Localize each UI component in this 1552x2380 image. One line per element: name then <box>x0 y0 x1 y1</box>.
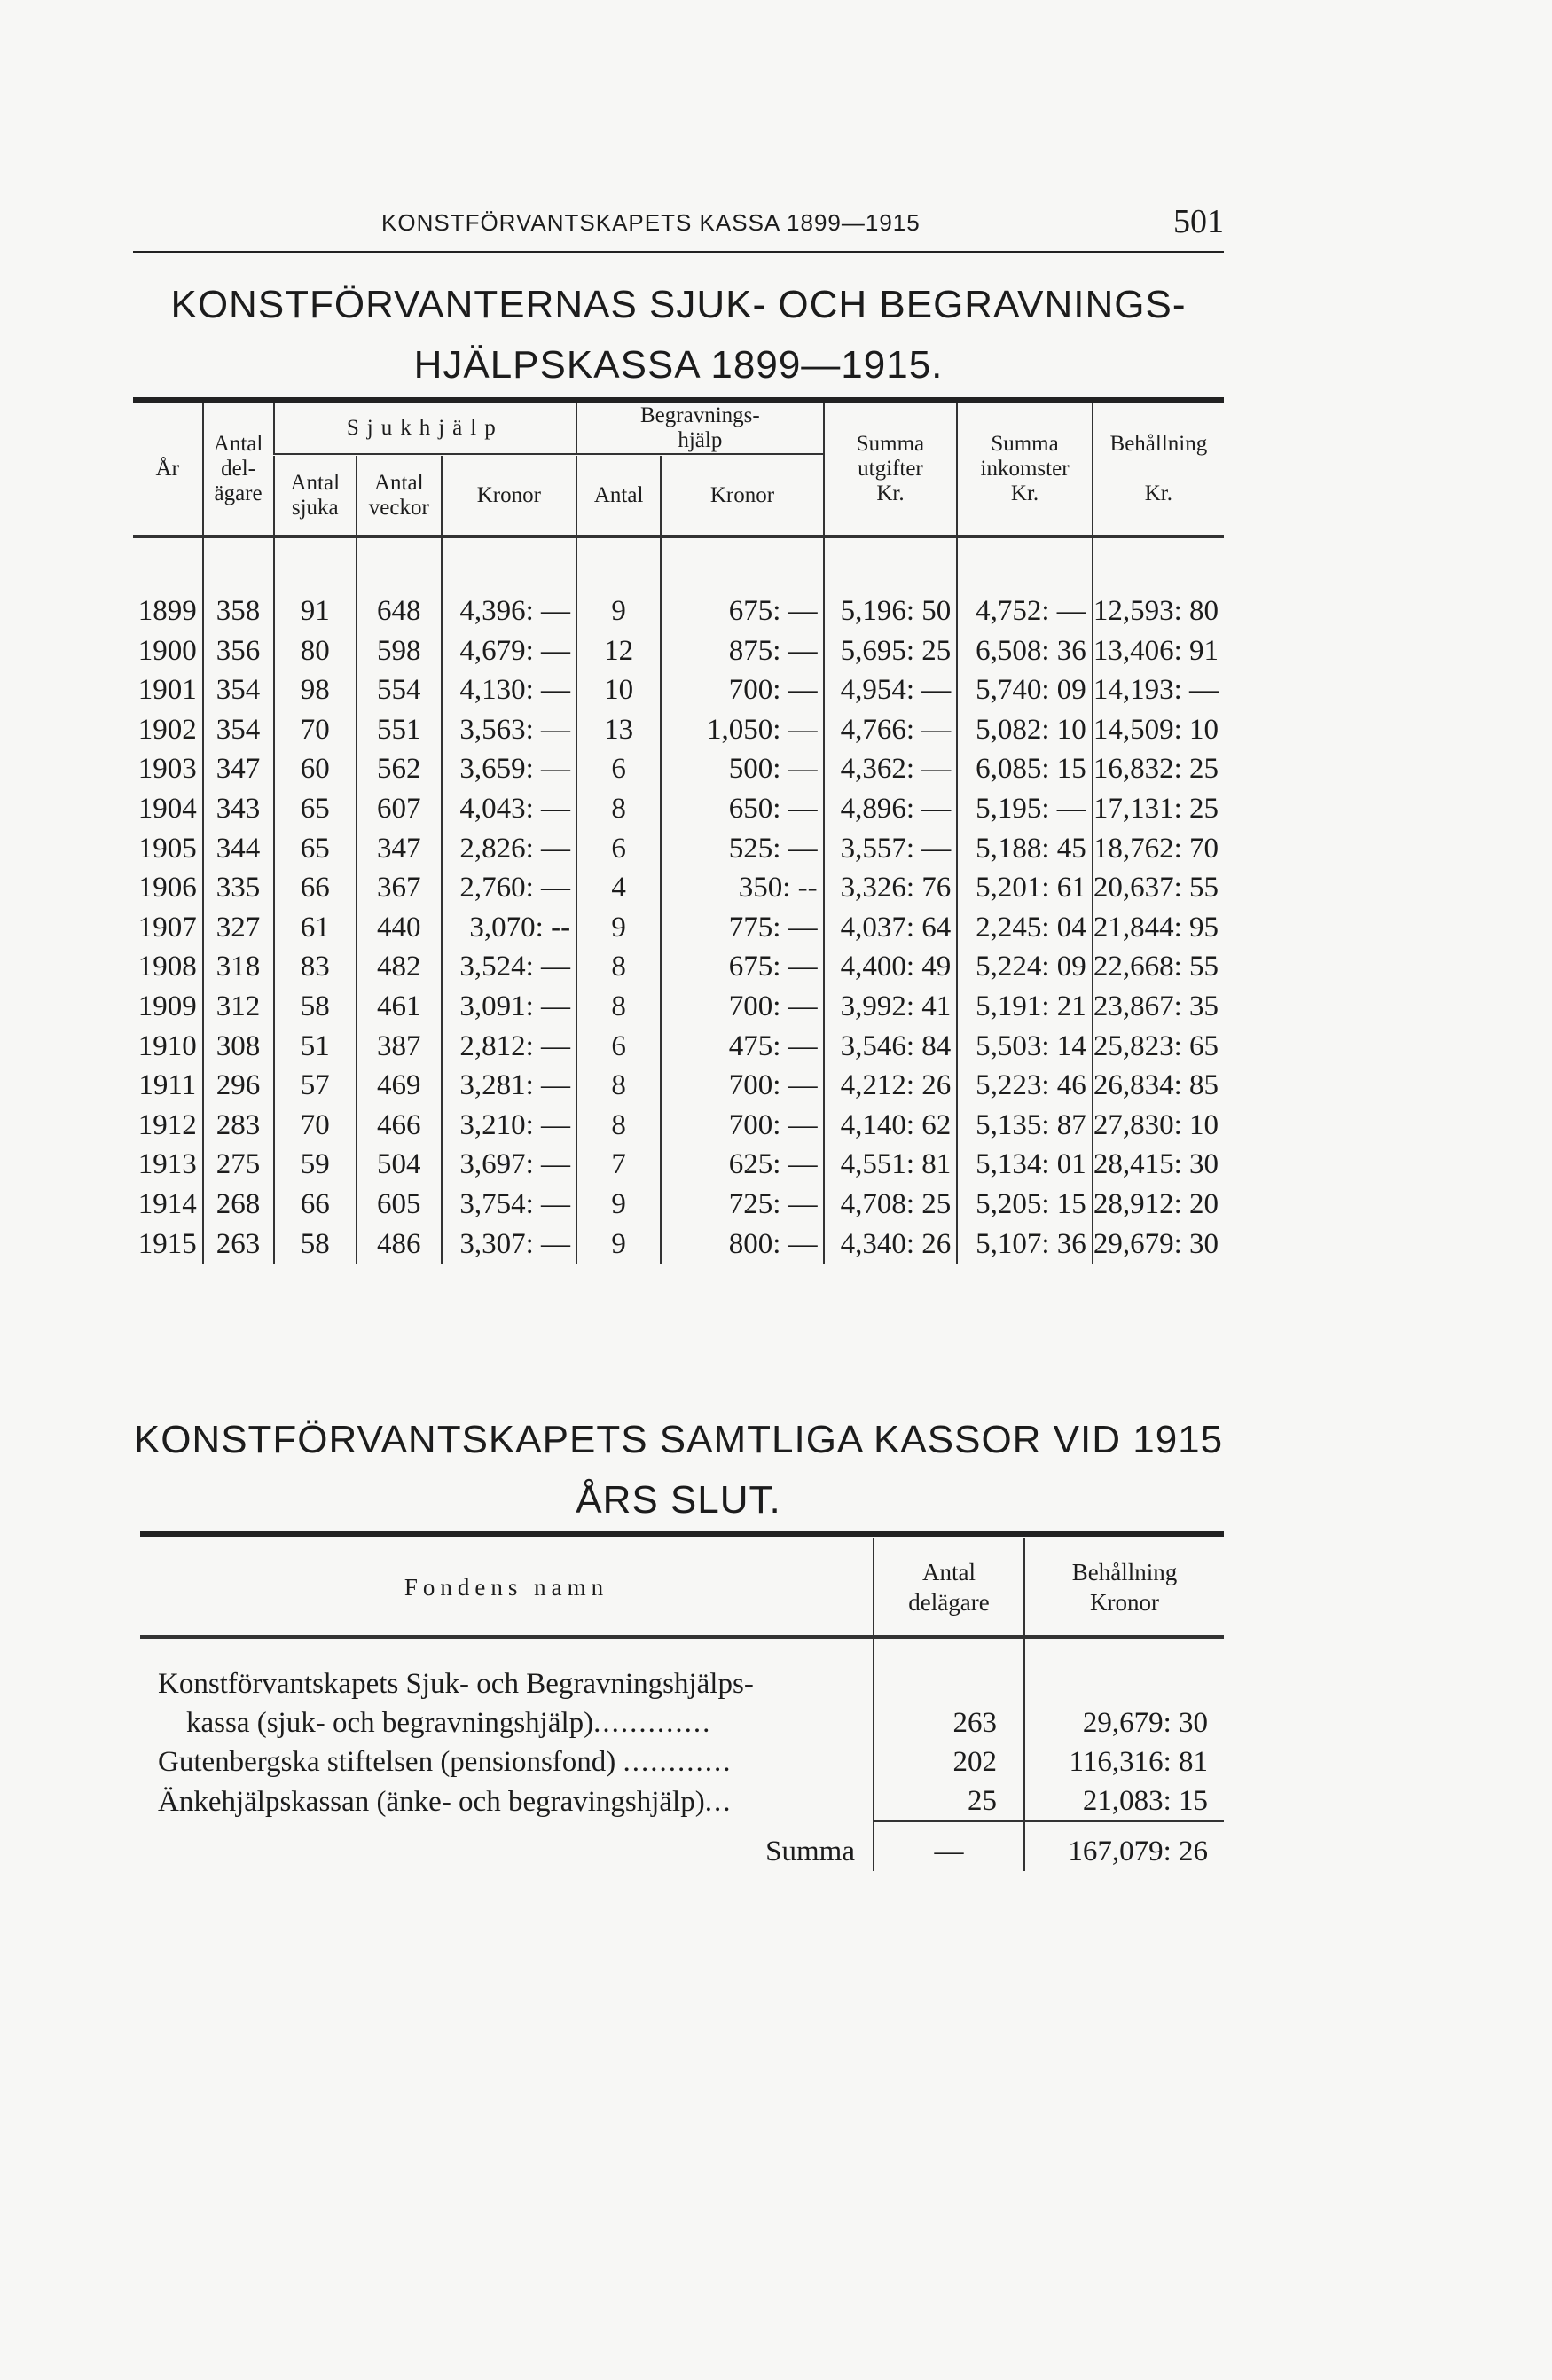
cell-antal-sjuka: 70 <box>274 1106 357 1146</box>
cell-behallning: 14,193: — <box>1093 670 1224 710</box>
cell-begr-antal: 8 <box>576 789 661 829</box>
cell-sjuk-kronor: 3,697: — <box>442 1145 576 1185</box>
table-row <box>133 1225 1224 1264</box>
header-sjukhjalp: Sjukhjälp <box>274 403 576 454</box>
cell-summa-utgifter: 4,340: 26 <box>824 1225 958 1264</box>
cell-delagare: 335 <box>203 868 274 908</box>
header-sjuk-kronor: Kronor <box>442 456 576 536</box>
cell-behallning: 14,509: 10 <box>1093 710 1224 750</box>
fund-name: Änkehjälpskassan (änke- och begravingshjälp)... <box>158 1786 733 1818</box>
cell-summa-utgifter: 4,766: — <box>824 710 958 750</box>
cell-antal-veckor: 554 <box>357 670 442 710</box>
cell-behallning: 28,912: 20 <box>1093 1185 1224 1225</box>
cell-year: 1900 <box>137 634 197 667</box>
cell-begr-kronor: 525: — <box>661 829 823 869</box>
cell-begr-antal: 12 <box>576 631 661 671</box>
cell-antal-sjuka: 58 <box>274 987 357 1027</box>
cell-summa-utgifter: 4,551: 81 <box>824 1145 958 1185</box>
cell-sjuk-kronor: 4,043: — <box>442 789 576 829</box>
table-row <box>133 1066 1224 1106</box>
header-fondens-namn: Fondens namn <box>404 1573 609 1601</box>
cell-begr-kronor: 1,050: — <box>661 710 823 750</box>
cell-antal-veckor: 607 <box>357 789 442 829</box>
summa-antal: — <box>934 1836 964 1867</box>
header-begr-antal: Antal <box>576 456 661 536</box>
running-head-title: KONSTFÖRVANTSKAPETS KASSA 1899—1915 <box>381 209 921 236</box>
cell-summa-utgifter: 3,992: 41 <box>824 987 958 1027</box>
cell-summa-utgifter: 3,326: 76 <box>824 868 958 908</box>
cell-antal-sjuka: 58 <box>274 1225 357 1264</box>
table-row <box>133 868 1224 908</box>
cell-delagare: 356 <box>203 631 274 671</box>
cell-sjuk-kronor: 4,679: — <box>442 631 576 671</box>
cell-antal-sjuka: 65 <box>274 829 357 869</box>
cell-summa-inkomster: 5,195: — <box>957 789 1092 829</box>
cell-begr-antal: 6 <box>576 749 661 789</box>
table-row <box>133 987 1224 1027</box>
cell-behallning: 17,131: 25 <box>1093 789 1224 829</box>
head-rule <box>133 251 1224 253</box>
header-summa-inkomster: Summa inkomster Kr. <box>957 403 1092 536</box>
cell-antal-veckor: 440 <box>357 908 442 948</box>
cell-delagare: 312 <box>203 987 274 1027</box>
cell-year: 1912 <box>137 1108 197 1141</box>
cell-begr-antal: 6 <box>576 829 661 869</box>
cell-sjuk-kronor: 4,396: — <box>442 591 576 631</box>
cell-year: 1907 <box>137 911 197 943</box>
cell-delagare: 358 <box>203 591 274 631</box>
cell-antal-veckor: 551 <box>357 710 442 750</box>
cell-delagare: 343 <box>203 789 274 829</box>
header-behallning: Behållning Kr. <box>1093 403 1224 536</box>
header-summa-utgifter: Summa utgifter Kr. <box>824 403 958 536</box>
header-ar: År <box>155 457 179 481</box>
cell-begr-kronor: 800: — <box>661 1225 823 1264</box>
cell-antal-sjuka: 66 <box>274 1185 357 1225</box>
header-antal-veckor: Antal veckor <box>357 456 442 536</box>
cell-antal-veckor: 461 <box>357 987 442 1027</box>
fund-name: Gutenbergska stiftelsen (pensionsfond) ............ <box>158 1746 733 1778</box>
cell-antal-veckor: 482 <box>357 947 442 987</box>
summa-kronor: 167,079: 26 <box>1024 1821 1224 1871</box>
cell-behallning: 20,637: 55 <box>1093 868 1224 908</box>
cell-sjuk-kronor: 3,070: -- <box>442 908 576 948</box>
cell-year: 1913 <box>137 1148 197 1181</box>
cell-sjuk-kronor: 4,130: — <box>442 670 576 710</box>
cell-antal-sjuka: 65 <box>274 789 357 829</box>
cell-sjuk-kronor: 3,281: — <box>442 1066 576 1106</box>
running-head <box>133 202 1224 247</box>
fund-antal: 263 <box>874 1703 1024 1742</box>
cell-begr-kronor: 725: — <box>661 1185 823 1225</box>
cell-summa-utgifter: 3,546: 84 <box>824 1027 958 1067</box>
cell-begr-antal: 8 <box>576 947 661 987</box>
cell-begr-kronor: 675: — <box>661 947 823 987</box>
cell-behallning: 28,415: 30 <box>1093 1145 1224 1185</box>
sjuk-begravning-table <box>133 403 1224 1264</box>
cell-delagare: 283 <box>203 1106 274 1146</box>
header-antal-sjuka: Antal sjuka <box>274 456 357 536</box>
cell-delagare: 268 <box>203 1185 274 1225</box>
cell-begr-kronor: 700: — <box>661 987 823 1027</box>
cell-sjuk-kronor: 3,524: — <box>442 947 576 987</box>
cell-summa-inkomster: 6,085: 15 <box>957 749 1092 789</box>
cell-summa-inkomster: 5,503: 14 <box>957 1027 1092 1067</box>
cell-begr-kronor: 500: — <box>661 749 823 789</box>
cell-begr-kronor: 350: -- <box>661 868 823 908</box>
cell-year: 1908 <box>137 951 197 983</box>
section2-title <box>133 1410 1224 1531</box>
cell-year: 1909 <box>137 990 197 1022</box>
cell-behallning: 21,844: 95 <box>1093 908 1224 948</box>
cell-antal-sjuka: 83 <box>274 947 357 987</box>
cell-summa-inkomster: 5,205: 15 <box>957 1185 1092 1225</box>
cell-antal-veckor: 367 <box>357 868 442 908</box>
cell-antal-sjuka: 66 <box>274 868 357 908</box>
table1-top-rule <box>133 397 1224 403</box>
table1-body <box>133 537 1224 1264</box>
cell-summa-inkomster: 6,508: 36 <box>957 631 1092 671</box>
cell-summa-utgifter: 4,400: 49 <box>824 947 958 987</box>
header-behallning-kronor: Behållning Kronor <box>1024 1538 1224 1636</box>
fund-kronor: 116,316: 81 <box>1024 1742 1224 1781</box>
cell-begr-antal: 8 <box>576 1066 661 1106</box>
cell-summa-inkomster: 5,201: 61 <box>957 868 1092 908</box>
cell-sjuk-kronor: 3,754: — <box>442 1185 576 1225</box>
cell-year: 1899 <box>137 595 197 627</box>
table-row <box>133 591 1224 631</box>
cell-summa-utgifter: 4,362: — <box>824 749 958 789</box>
header-antal-delagare: Antal del- ägare <box>203 403 274 536</box>
table-row <box>133 1145 1224 1185</box>
table-row <box>133 1027 1224 1067</box>
cell-begr-kronor: 775: — <box>661 908 823 948</box>
cell-behallning: 23,867: 35 <box>1093 987 1224 1027</box>
cell-antal-sjuka: 70 <box>274 710 357 750</box>
header-begravningshjalp: Begravnings- hjälp <box>576 403 824 454</box>
cell-summa-inkomster: 5,191: 21 <box>957 987 1092 1027</box>
fund-antal: 202 <box>874 1742 1024 1781</box>
cell-summa-inkomster: 5,082: 10 <box>957 710 1092 750</box>
cell-year: 1911 <box>138 1069 197 1102</box>
cell-delagare: 354 <box>203 710 274 750</box>
cell-year: 1906 <box>137 872 197 904</box>
section1-title-line1: KONSTFÖRVANTERNAS SJUK- OCH BEGRAVNINGS- <box>170 283 1187 326</box>
cell-begr-antal: 9 <box>576 908 661 948</box>
cell-behallning: 27,830: 10 <box>1093 1106 1224 1146</box>
cell-summa-utgifter: 4,896: — <box>824 789 958 829</box>
cell-antal-veckor: 598 <box>357 631 442 671</box>
cell-summa-inkomster: 5,223: 46 <box>957 1066 1092 1106</box>
cell-behallning: 16,832: 25 <box>1093 749 1224 789</box>
cell-summa-utgifter: 4,954: — <box>824 670 958 710</box>
cell-behallning: 13,406: 91 <box>1093 631 1224 671</box>
summa-label: Summa <box>140 1821 874 1871</box>
cell-summa-utgifter: 4,212: 26 <box>824 1066 958 1106</box>
cell-summa-utgifter: 4,708: 25 <box>824 1185 958 1225</box>
cell-behallning: 12,593: 80 <box>1093 591 1224 631</box>
cell-behallning: 18,762: 70 <box>1093 829 1224 869</box>
table-row <box>133 710 1224 750</box>
table-row <box>133 1106 1224 1146</box>
cell-antal-veckor: 387 <box>357 1027 442 1067</box>
cell-summa-inkomster: 2,245: 04 <box>957 908 1092 948</box>
table-row <box>133 749 1224 789</box>
cell-year: 1910 <box>137 1030 197 1062</box>
cell-year: 1901 <box>137 674 197 707</box>
cell-sjuk-kronor: 3,563: — <box>442 710 576 750</box>
table-row <box>133 670 1224 710</box>
table-row <box>140 1664 1224 1703</box>
fund-kronor: 21,083: 15 <box>1024 1781 1224 1821</box>
cell-year: 1902 <box>137 713 197 746</box>
cell-summa-inkomster: 5,224: 09 <box>957 947 1092 987</box>
table-row <box>140 1742 1224 1781</box>
section2-title-line2: ÅRS SLUT. <box>576 1478 781 1522</box>
cell-summa-utgifter: 4,037: 64 <box>824 908 958 948</box>
header-begr-kronor: Kronor <box>661 456 823 536</box>
cell-begr-antal: 4 <box>576 868 661 908</box>
cell-delagare: 347 <box>203 749 274 789</box>
cell-sjuk-kronor: 3,307: — <box>442 1225 576 1264</box>
cell-year: 1915 <box>137 1227 197 1260</box>
cell-begr-antal: 8 <box>576 987 661 1027</box>
cell-begr-antal: 9 <box>576 591 661 631</box>
fund-antal: 25 <box>874 1781 1024 1821</box>
table-row <box>140 1781 1224 1821</box>
cell-summa-utgifter: 4,140: 62 <box>824 1106 958 1146</box>
cell-summa-utgifter: 5,196: 50 <box>824 591 958 631</box>
cell-begr-kronor: 700: — <box>661 670 823 710</box>
table-row <box>140 1703 1224 1742</box>
cell-summa-inkomster: 5,740: 09 <box>957 670 1092 710</box>
cell-begr-antal: 9 <box>576 1225 661 1264</box>
cell-antal-sjuka: 61 <box>274 908 357 948</box>
cell-begr-antal: 10 <box>576 670 661 710</box>
cell-antal-veckor: 486 <box>357 1225 442 1264</box>
cell-sjuk-kronor: 2,812: — <box>442 1027 576 1067</box>
cell-antal-veckor: 605 <box>357 1185 442 1225</box>
cell-summa-utgifter: 5,695: 25 <box>824 631 958 671</box>
cell-behallning: 25,823: 65 <box>1093 1027 1224 1067</box>
fund-name: kassa (sjuk- och begravningshjälp)............. <box>186 1707 712 1739</box>
cell-begr-kronor: 475: — <box>661 1027 823 1067</box>
cell-delagare: 327 <box>203 908 274 948</box>
cell-behallning: 22,668: 55 <box>1093 947 1224 987</box>
fund-name-line1: Konstförvantskapets Sjuk- och Begravningshjälps- <box>158 1668 754 1700</box>
cell-antal-veckor: 648 <box>357 591 442 631</box>
section2-title-line1: KONSTFÖRVANTSKAPETS SAMTLIGA KASSOR VID 1915 <box>133 1418 1224 1461</box>
cell-antal-sjuka: 91 <box>274 591 357 631</box>
cell-year: 1905 <box>137 832 197 865</box>
cell-begr-kronor: 875: — <box>661 631 823 671</box>
cell-begr-kronor: 700: — <box>661 1106 823 1146</box>
cell-year: 1914 <box>137 1187 197 1220</box>
cell-antal-sjuka: 59 <box>274 1145 357 1185</box>
summa-row <box>140 1821 1224 1871</box>
cell-sjuk-kronor: 3,659: — <box>442 749 576 789</box>
cell-antal-veckor: 562 <box>357 749 442 789</box>
cell-begr-antal: 13 <box>576 710 661 750</box>
samtliga-kassor-table <box>140 1538 1224 1871</box>
cell-antal-sjuka: 98 <box>274 670 357 710</box>
section1-title <box>133 275 1224 395</box>
cell-delagare: 296 <box>203 1066 274 1106</box>
table-row <box>133 947 1224 987</box>
cell-begr-antal: 7 <box>576 1145 661 1185</box>
cell-delagare: 308 <box>203 1027 274 1067</box>
section1-title-line2: HJÄLPSKASSA 1899—1915. <box>413 343 944 387</box>
cell-summa-utgifter: 3,557: — <box>824 829 958 869</box>
cell-year: 1904 <box>137 792 197 825</box>
cell-sjuk-kronor: 2,760: — <box>442 868 576 908</box>
table-row <box>133 1185 1224 1225</box>
cell-delagare: 354 <box>203 670 274 710</box>
cell-begr-antal: 8 <box>576 1106 661 1146</box>
cell-summa-inkomster: 5,188: 45 <box>957 829 1092 869</box>
cell-summa-inkomster: 5,107: 36 <box>957 1225 1092 1264</box>
cell-delagare: 318 <box>203 947 274 987</box>
cell-year: 1903 <box>137 753 197 786</box>
cell-antal-veckor: 347 <box>357 829 442 869</box>
cell-begr-antal: 9 <box>576 1185 661 1225</box>
cell-delagare: 263 <box>203 1225 274 1264</box>
cell-antal-veckor: 469 <box>357 1066 442 1106</box>
cell-delagare: 275 <box>203 1145 274 1185</box>
cell-antal-sjuka: 51 <box>274 1027 357 1067</box>
cell-antal-sjuka: 80 <box>274 631 357 671</box>
cell-begr-kronor: 700: — <box>661 1066 823 1106</box>
table-row <box>133 908 1224 948</box>
cell-sjuk-kronor: 3,091: — <box>442 987 576 1027</box>
cell-antal-sjuka: 60 <box>274 749 357 789</box>
cell-antal-veckor: 466 <box>357 1106 442 1146</box>
cell-delagare: 344 <box>203 829 274 869</box>
cell-summa-inkomster: 5,134: 01 <box>957 1145 1092 1185</box>
cell-begr-kronor: 650: — <box>661 789 823 829</box>
table-row <box>133 789 1224 829</box>
cell-behallning: 26,834: 85 <box>1093 1066 1224 1106</box>
cell-behallning: 29,679: 30 <box>1093 1225 1224 1264</box>
cell-begr-kronor: 675: — <box>661 591 823 631</box>
cell-begr-antal: 6 <box>576 1027 661 1067</box>
cell-sjuk-kronor: 2,826: — <box>442 829 576 869</box>
cell-begr-kronor: 625: — <box>661 1145 823 1185</box>
fund-kronor: 29,679: 30 <box>1024 1703 1224 1742</box>
cell-antal-sjuka: 57 <box>274 1066 357 1106</box>
cell-sjuk-kronor: 3,210: — <box>442 1106 576 1146</box>
page-number: 501 <box>1173 203 1224 240</box>
header-antal-delagare2: Antal delägare <box>874 1538 1024 1636</box>
cell-antal-veckor: 504 <box>357 1145 442 1185</box>
table-row <box>133 829 1224 869</box>
cell-summa-inkomster: 4,752: — <box>957 591 1092 631</box>
cell-summa-inkomster: 5,135: 87 <box>957 1106 1092 1146</box>
table2-top-rule <box>140 1531 1224 1537</box>
table-row <box>133 631 1224 671</box>
